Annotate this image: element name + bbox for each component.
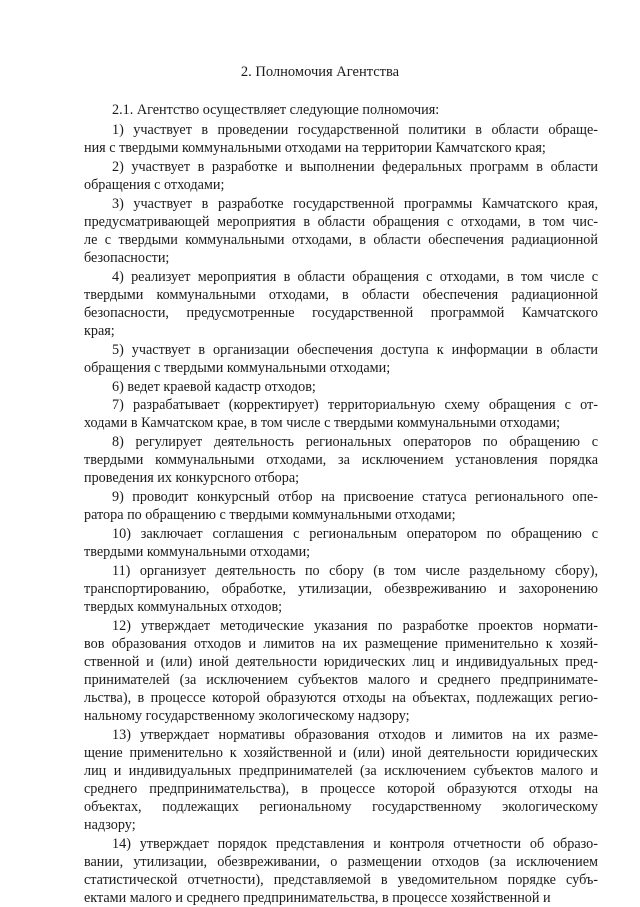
paragraph-line: принимателей (за исключением субъектов малого и среднего предпринимате- — [84, 672, 598, 688]
section-heading: 2. Полномочия Агентства — [240, 64, 400, 80]
paragraph-line: среднего предпринимательства), в процессе которой образуются отходы на — [84, 781, 598, 797]
paragraph-line: 2) участвует в разработке и выполнении федеральных программ в области — [112, 159, 598, 175]
paragraph-line: 6) ведет краевой кадастр отходов; — [112, 379, 316, 395]
paragraph-line: 7) разрабатывает (корректирует) территориальную схему обращения с от- — [112, 397, 598, 413]
paragraph-line: края; — [84, 323, 115, 339]
paragraph-line: безопасности; — [84, 250, 170, 266]
paragraph-line: ле с твердыми коммунальными отходами, в области обеспечения радиационной — [84, 232, 598, 248]
paragraph-line: 11) организует деятельность по сбору (в том числе раздельному сбору), — [112, 563, 598, 579]
paragraph-line: предусматривающей мероприятия в области обращения с отходами, в том чис- — [84, 214, 598, 230]
paragraph-line: 5) участвует в организации обеспечения доступа к информации в области — [112, 342, 598, 358]
paragraph-line: твердыми коммунальными отходами; — [84, 544, 311, 560]
paragraph-line: 8) регулирует деятельность региональных операторов по обращению с — [112, 434, 598, 450]
paragraph-line: ственной и (или) иной деятельности юридических лиц и индивидуальных пред- — [84, 654, 598, 670]
paragraph-line: твердыми коммунальными отходами, в области обеспечения радиационной — [84, 287, 598, 303]
paragraph-line: 3) участвует в разработке государственной программы Камчатского края, — [112, 196, 598, 212]
paragraph-line: твердых коммунальных отходов; — [84, 599, 283, 615]
paragraph-line: вании, утилизации, обезвреживании, о размещении отходов (за исключением — [84, 854, 598, 870]
paragraph-line: лиц и индивидуальных предпринимателей (за исключением субъектов малого и — [84, 763, 598, 779]
paragraph-line: безопасности, предусмотренные государственной программой Камчатского — [84, 305, 598, 321]
paragraph-line: 12) утверждает методические указания по разработке проектов нормати- — [112, 618, 598, 634]
paragraph-line: вов образования отходов и лимитов на их размещение применительно к хозяй- — [84, 636, 598, 652]
paragraph-line: 13) утверждает нормативы образования отходов и лимитов на их разме- — [112, 727, 598, 743]
paragraph-line: транспортированию, обработке, утилизации, обезвреживанию и захоронению — [84, 581, 598, 597]
paragraph-line: 9) проводит конкурсный отбор на присвоение статуса регионального опе- — [112, 489, 598, 505]
paragraph-line: проведения их конкурсного отбора; — [84, 470, 300, 486]
paragraph-line: 14) утверждает порядок представления и контроля отчетности об образо- — [112, 836, 598, 852]
intro-line: 2.1. Агентство осуществляет следующие полномочия: — [112, 102, 440, 118]
paragraph-line: 1) участвует в проведении государственной политики в области обраще- — [112, 122, 598, 138]
paragraph-line: ния с твердыми коммунальными отходами на территории Камчатского края; — [84, 140, 546, 156]
paragraph-line: ходами в Камчатском крае, в том числе с твердыми коммунальными отходами; — [84, 415, 561, 431]
paragraph-line: 10) заключает соглашения с региональным оператором по обращению с — [112, 526, 598, 542]
paragraph-line: обращения с отходами; — [84, 177, 225, 193]
paragraph-line: 4) реализует мероприятия в области обращения с отходами, в том числе с — [112, 269, 598, 285]
paragraph-line: статистической отчетности), представляемой в уведомительном порядке субъ- — [84, 872, 598, 888]
paragraph-line: ектами малого и среднего предпринимательства, в процессе хозяйственной и — [84, 890, 551, 906]
paragraph-line: обращения с твердыми коммунальными отходами; — [84, 360, 391, 376]
paragraph-line: надзору; — [84, 817, 136, 833]
paragraph-line: твердыми коммунальными отходами, за исключением установления порядка — [84, 452, 598, 468]
paragraph-line: льства), в процессе которой образуются отходы на объектах, подлежащих регио- — [84, 690, 598, 706]
paragraph-line: объектах, подлежащих региональному государственному экологическому — [84, 799, 598, 815]
paragraph-line: нальному государственному экологическому надзору; — [84, 708, 410, 724]
paragraph-line: щение применительно к хозяйственной и (или) иной деятельности юридических — [84, 745, 598, 761]
paragraph-line: ратора по обращению с твердыми коммунальными отходами; — [84, 507, 456, 523]
